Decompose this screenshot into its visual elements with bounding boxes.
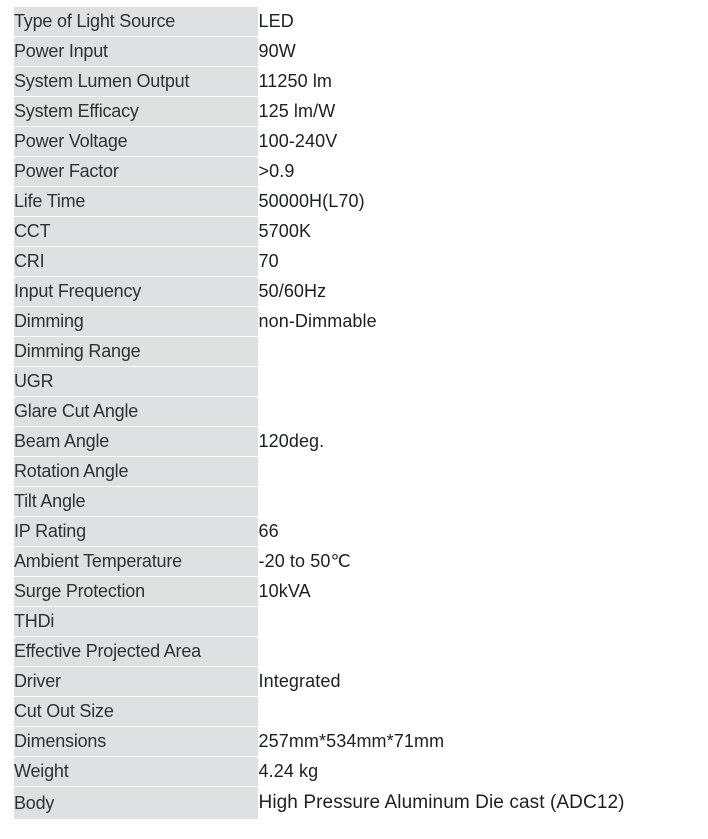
spec-row-input-frequency bbox=[14, 277, 691, 307]
spec-label: Glare Cut Angle bbox=[14, 397, 258, 427]
spec-value bbox=[258, 367, 691, 397]
spec-value bbox=[258, 337, 691, 367]
spec-value: 125 lm/W bbox=[258, 97, 691, 127]
spec-row-glare-cut-angle bbox=[14, 397, 691, 427]
spec-label: System Efficacy bbox=[14, 97, 258, 127]
spec-row-cut-out-size bbox=[14, 697, 691, 727]
spec-label: Surge Protection bbox=[14, 577, 258, 607]
spec-label: Ambient Temperature bbox=[14, 547, 258, 577]
spec-value: 257mm*534mm*71mm bbox=[258, 727, 691, 757]
spec-value: 50/60Hz bbox=[258, 277, 691, 307]
spec-value: 90W bbox=[258, 37, 691, 67]
spec-row-rotation-angle bbox=[14, 457, 691, 487]
spec-row-weight bbox=[14, 757, 691, 787]
spec-row-cri bbox=[14, 247, 691, 277]
spec-value: 10kVA bbox=[258, 577, 691, 607]
spec-value: >0.9 bbox=[258, 157, 691, 187]
spec-value: 5700K bbox=[258, 217, 691, 247]
spec-row-effective-projected-area bbox=[14, 637, 691, 667]
spec-label: Power Voltage bbox=[14, 127, 258, 157]
spec-row-thdi bbox=[14, 607, 691, 637]
spec-row-power-factor bbox=[14, 157, 691, 187]
spec-label: Dimming Range bbox=[14, 337, 258, 367]
spec-label: System Lumen Output bbox=[14, 67, 258, 97]
spec-row-cct bbox=[14, 217, 691, 247]
spec-value: 66 bbox=[258, 517, 691, 547]
spec-value: 11250 lm bbox=[258, 67, 691, 97]
spec-row-power-voltage bbox=[14, 127, 691, 157]
spec-row-driver bbox=[14, 667, 691, 697]
spec-value bbox=[258, 457, 691, 487]
spec-row-ip-rating bbox=[14, 517, 691, 547]
spec-table bbox=[14, 7, 691, 820]
spec-label: UGR bbox=[14, 367, 258, 397]
spec-value: 120deg. bbox=[258, 427, 691, 457]
spec-row-body bbox=[14, 787, 691, 820]
spec-value: High Pressure Aluminum Die cast (ADC12) bbox=[258, 787, 691, 820]
spec-label: Power Factor bbox=[14, 157, 258, 187]
spec-row-ugr bbox=[14, 367, 691, 397]
spec-value: 100-240V bbox=[258, 127, 691, 157]
spec-row-system-efficacy bbox=[14, 97, 691, 127]
spec-label: CCT bbox=[14, 217, 258, 247]
spec-label: Input Frequency bbox=[14, 277, 258, 307]
spec-label: Life Time bbox=[14, 187, 258, 217]
spec-label: Type of Light Source bbox=[14, 7, 258, 37]
spec-value: 70 bbox=[258, 247, 691, 277]
spec-label: Weight bbox=[14, 757, 258, 787]
spec-row-surge-protection bbox=[14, 577, 691, 607]
spec-label: THDi bbox=[14, 607, 258, 637]
spec-label: Beam Angle bbox=[14, 427, 258, 457]
spec-row-power-input bbox=[14, 37, 691, 67]
spec-label: CRI bbox=[14, 247, 258, 277]
spec-value: 50000H(L70) bbox=[258, 187, 691, 217]
spec-row-type-of-light-source bbox=[14, 7, 691, 37]
spec-row-dimming-range bbox=[14, 337, 691, 367]
spec-label: Body bbox=[14, 787, 258, 820]
spec-label: Dimming bbox=[14, 307, 258, 337]
spec-value: non-Dimmable bbox=[258, 307, 691, 337]
spec-label: Power Input bbox=[14, 37, 258, 67]
spec-value bbox=[258, 637, 691, 667]
spec-row-ambient-temperature bbox=[14, 547, 691, 577]
spec-row-tilt-angle bbox=[14, 487, 691, 517]
spec-value bbox=[258, 697, 691, 727]
spec-value: Integrated bbox=[258, 667, 691, 697]
spec-label: Driver bbox=[14, 667, 258, 697]
spec-label: Dimensions bbox=[14, 727, 258, 757]
spec-value: -20 to 50℃ bbox=[258, 547, 691, 577]
spec-row-dimensions bbox=[14, 727, 691, 757]
spec-label: Effective Projected Area bbox=[14, 637, 258, 667]
spec-value bbox=[258, 607, 691, 637]
spec-row-dimming bbox=[14, 307, 691, 337]
spec-label: Rotation Angle bbox=[14, 457, 258, 487]
spec-value bbox=[258, 397, 691, 427]
spec-value: 4.24 kg bbox=[258, 757, 691, 787]
spec-row-life-time bbox=[14, 187, 691, 217]
spec-row-system-lumen-output bbox=[14, 67, 691, 97]
spec-row-beam-angle bbox=[14, 427, 691, 457]
spec-label: Cut Out Size bbox=[14, 697, 258, 727]
spec-label: IP Rating bbox=[14, 517, 258, 547]
spec-value: LED bbox=[258, 7, 691, 37]
spec-value bbox=[258, 487, 691, 517]
spec-label: Tilt Angle bbox=[14, 487, 258, 517]
